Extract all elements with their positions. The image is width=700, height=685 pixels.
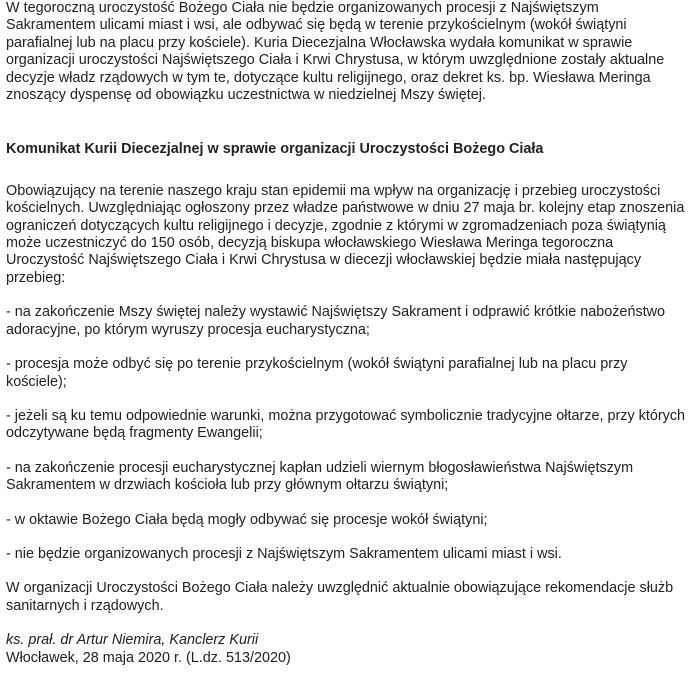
list-item: - nie będzie organizowanych procesji z Najświętszym Sakramentem ulicami miast i wsi. <box>6 545 562 562</box>
list-item: - procesja może odbyć się po terenie przykościelnym (wokół świątyni parafialnej lub na placu przy kościele); <box>6 356 628 390</box>
signature-date: Włocławek, 28 maja 2020 r. (L.dz. 513/2020) <box>6 649 291 666</box>
intro-paragraph: W tegoroczną uroczystość Bożego Ciała nie będzie organizowanych procesji z Najświętszym Sakramentem ulicami miast i wsi, ale odbywać się będą w terenie przykościelnym (wokół świątyni parafialnej lub na placu przy kościele). Kuria Diecezjalna Włocławska wydała komunikat w sprawie organizacji uroczystości Najświętszego Ciała i Krwi Chrystusa, w którym uwzględnione zostały aktualne decyzje władz rządowych w tym te, dotyczące kultu religijnego, oraz dekret ks. bp. Wiesława Meringa znoszący dyspensę od obowiązku uczestnictwa w niedzielnej Mszy świętej. <box>6 0 665 104</box>
signature-name: ks. prał. dr Artur Niemira, Kanclerz Kurii <box>6 632 259 649</box>
list-item: - w oktawie Bożego Ciała będą mogły odbywać się procesje wokół świątyni; <box>6 511 488 528</box>
article-heading: Komunikat Kurii Diecezjalnej w sprawie organizacji Uroczystości Bożego Ciała <box>6 141 544 158</box>
body-paragraph: Obowiązujący na terenie naszego kraju stan epidemii ma wpływ na organizację i przebieg uroczystości kościelnych. Uwzględniając ogłoszony przez władze państwowe w dniu 27 maja br. kolejny etap znoszenia ograniczeń dotyczących kultu religijnego i decyzje, zgodnie z którymi w zgromadzeniach poza świątynią może uczestniczyć do 150 osób, decyzją biskupa włocławskiego Wiesława Meringa tegoroczna Uroczystość Najświętszego Ciała i Krwi Chrystusa w diecezji włocławskiej będzie miała następujący przebieg: <box>6 182 685 286</box>
list-item: - na zakończenie Mszy świętej należy wystawić Najświętszy Sakrament i odprawić krótkie nabożeństwo adoracyjne, po którym wyruszy procesja eucharystyczna; <box>6 304 666 338</box>
closing-paragraph: W organizacji Uroczystości Bożego Ciała należy uwzględnić aktualnie obowiązujące rekomendacje służb sanitarnych i rządowych. <box>6 580 674 614</box>
list-item: - na zakończenie procesji eucharystycznej kapłan udzieli wiernym błogosławieństwa Najświętszym Sakramentem w drzwiach kościoła lub przy głównym ołtarzu świątyni; <box>6 459 634 494</box>
list-item: - jeżeli są ku temu odpowiednie warunki, można przygotować symbolicznie tradycyjne ołtarze, przy których odczytywane będą fragmenty Ewangelii; <box>6 407 686 442</box>
signature-block <box>6 632 690 667</box>
